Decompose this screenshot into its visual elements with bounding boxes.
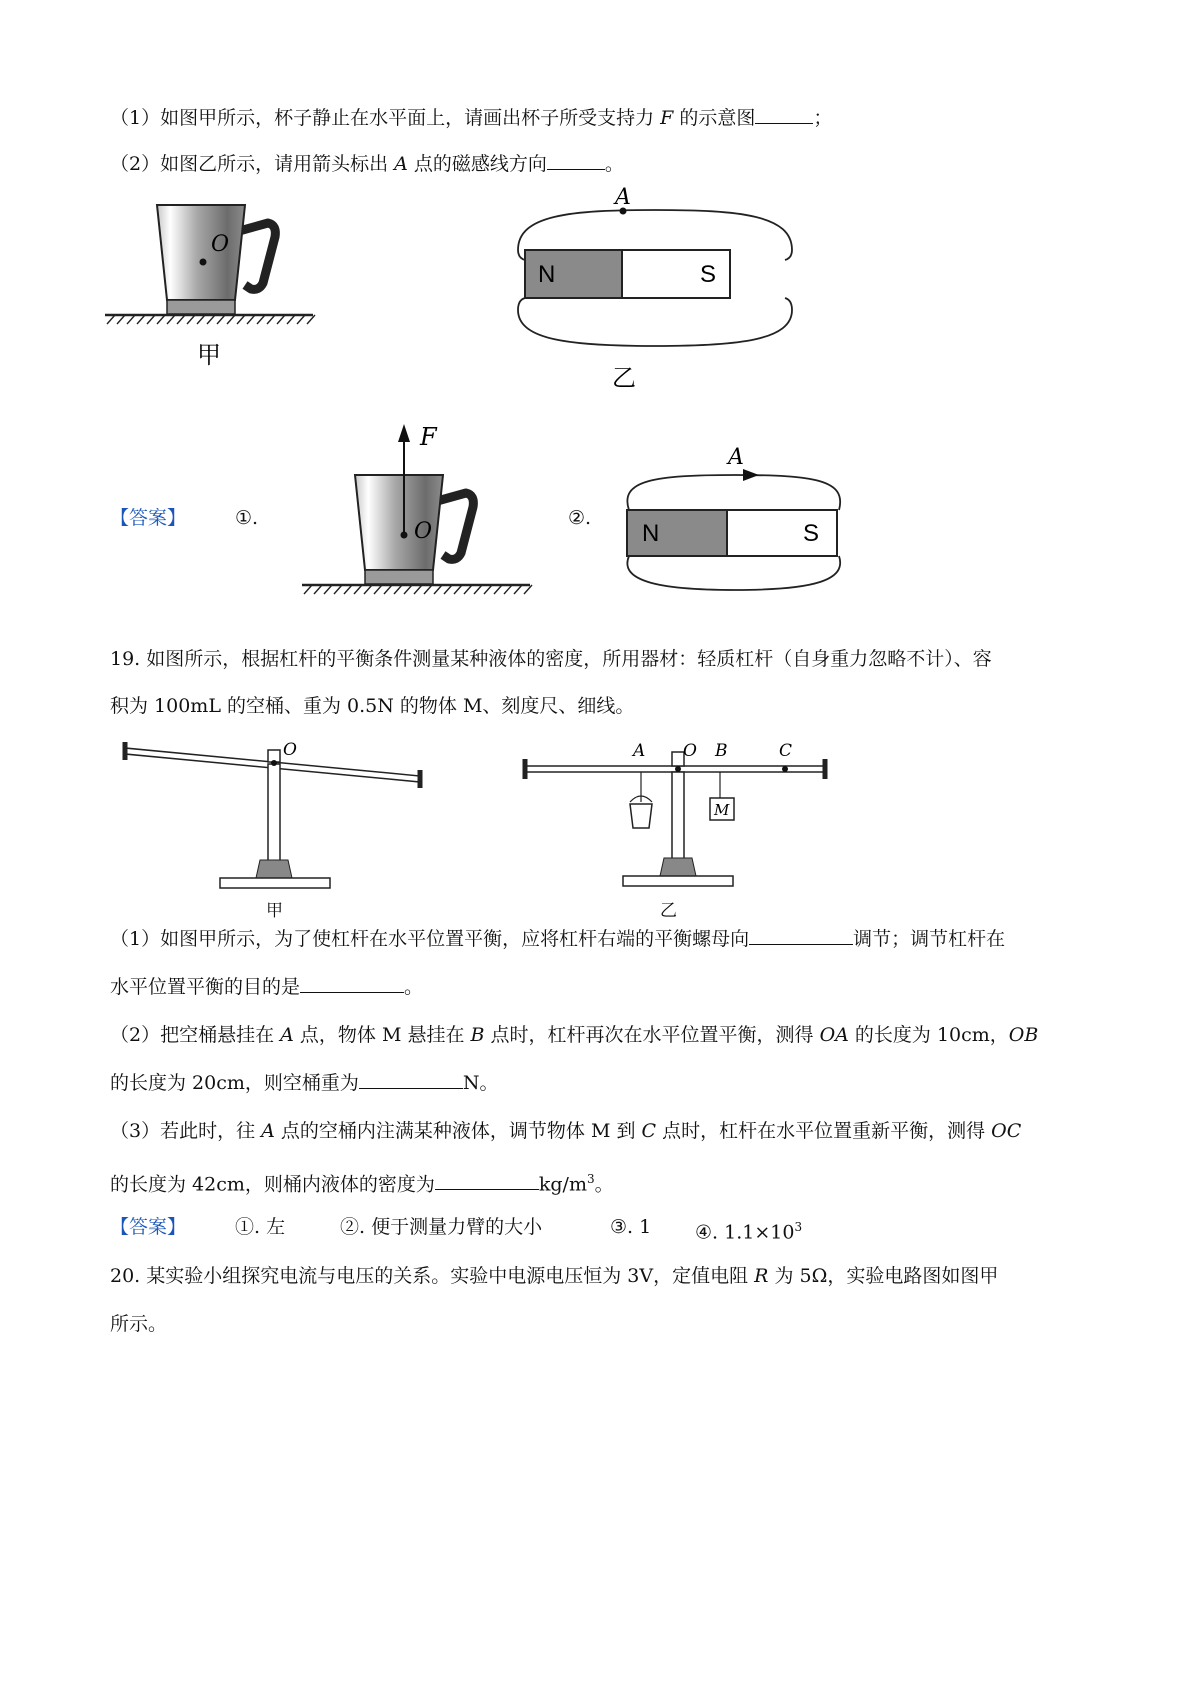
answer-3: ③. 1 xyxy=(610,1216,652,1238)
answer-4: ④. $1.1\times 10^3$ xyxy=(695,1220,803,1244)
cup-base xyxy=(167,300,235,314)
answer-two-label: ②. xyxy=(568,507,592,529)
bucket xyxy=(630,804,652,828)
magnet-figure xyxy=(510,185,800,400)
lever-base xyxy=(220,878,330,888)
answer-one-label: ①. xyxy=(235,507,259,529)
q19-part1-line2: 水平位置平衡的目的是 。 xyxy=(110,976,424,998)
answer-2: ②. 便于测量力臂的大小 xyxy=(340,1216,543,1238)
point-o xyxy=(200,259,207,266)
q19-part3-line1: （3）若此时，往 A 点的空桶内注满某种液体，调节物体 M 到 C 点时，杠杆在水平位置重新平衡，测得 OC xyxy=(110,1120,1022,1142)
q19-part2-line1: （2）把空桶悬挂在 A 点，物体 M 悬挂在 B 点时，杠杆再次在水平位置平衡，测得 OA 的长度为 10cm，OB xyxy=(110,1024,1039,1046)
q19-stem-line2: 积为 100mL 的空桶、重为 0.5N 的物体 M、刻度尺、细线。 xyxy=(110,695,635,717)
label-s: S xyxy=(803,520,820,547)
lever-figure-jia xyxy=(120,740,440,905)
answer-blank[interactable] xyxy=(359,1070,463,1089)
q19-part2-line2: 的长度为 20cm，则空桶重为 N。 xyxy=(110,1072,499,1094)
label-c: C xyxy=(779,741,793,761)
cup-figure xyxy=(105,205,365,405)
q18-answer-tag: 【答案】 xyxy=(110,507,187,529)
label-b: B xyxy=(715,741,728,761)
label-o: O xyxy=(414,519,433,544)
answer-cup-figure xyxy=(300,420,540,645)
caption-yi: 乙 xyxy=(612,365,636,392)
answer-blank[interactable] xyxy=(749,926,853,945)
label-o: O xyxy=(211,232,230,257)
caption-jia: 甲 xyxy=(266,901,283,920)
caption-jia: 甲 xyxy=(197,342,221,369)
label-n: N xyxy=(538,261,556,288)
label-n: N xyxy=(642,520,660,547)
field-line-bottom xyxy=(518,298,792,346)
field-line-top xyxy=(627,475,840,510)
ground-hatch xyxy=(304,585,532,594)
answer-magnet-figure xyxy=(615,440,855,620)
answer-blank[interactable] xyxy=(300,974,404,993)
q19-stem-line1: 19. 如图所示，根据杠杆的平衡条件测量某种液体的密度，所用器材：轻质杠杆（自身重力忽略不计）、容 xyxy=(110,648,992,670)
q19-part1-line1: （1）如图甲所示，为了使杠杆在水平位置平衡，应将杠杆右端的平衡螺母向 调节；调节杠杆在 xyxy=(110,928,1006,950)
lever-base xyxy=(623,876,733,886)
label-o: O xyxy=(283,740,297,760)
answer-blank[interactable] xyxy=(547,151,605,170)
lever-stand xyxy=(268,764,280,876)
answer-1: ①. 左 xyxy=(235,1216,286,1238)
q18-part1: （1）如图甲所示，杯子静止在水平面上，请画出杯子所受支持力 F 的示意图 ； xyxy=(110,107,833,129)
q19-answer-tag: 【答案】 xyxy=(110,1216,187,1238)
cup-body xyxy=(157,205,245,300)
ground-hatch xyxy=(107,315,315,324)
answer-blank[interactable] xyxy=(755,105,813,124)
label-f: F xyxy=(420,423,437,451)
q19-part3-line2: 的长度为 42cm，则桶内液体的密度为 $kg/m^3$。 xyxy=(110,1172,614,1196)
caption-yi: 乙 xyxy=(660,901,677,920)
label-a: A xyxy=(615,185,631,210)
q20-line1: 20. 某实验小组探究电流与电压的关系。实验中电源电压恒为 3V，定值电阻 R 为 5Ω，实验电路图如图甲 xyxy=(110,1265,999,1287)
label-a: A xyxy=(633,741,646,761)
answer-blank[interactable] xyxy=(435,1171,539,1190)
field-line-bottom xyxy=(627,556,840,590)
point-o xyxy=(401,532,408,539)
q18-part2: （2）如图乙所示，请用箭头标出 A 点的磁感线方向 。 xyxy=(110,153,624,175)
label-s: S xyxy=(700,261,717,288)
direction-arrow xyxy=(743,469,759,481)
lever-stand xyxy=(672,772,684,872)
label-a: A xyxy=(728,445,744,470)
label-o: O xyxy=(683,741,697,761)
label-m: M xyxy=(714,801,730,819)
lever-figure-yi xyxy=(515,740,835,905)
q20-line2: 所示。 xyxy=(110,1313,168,1335)
